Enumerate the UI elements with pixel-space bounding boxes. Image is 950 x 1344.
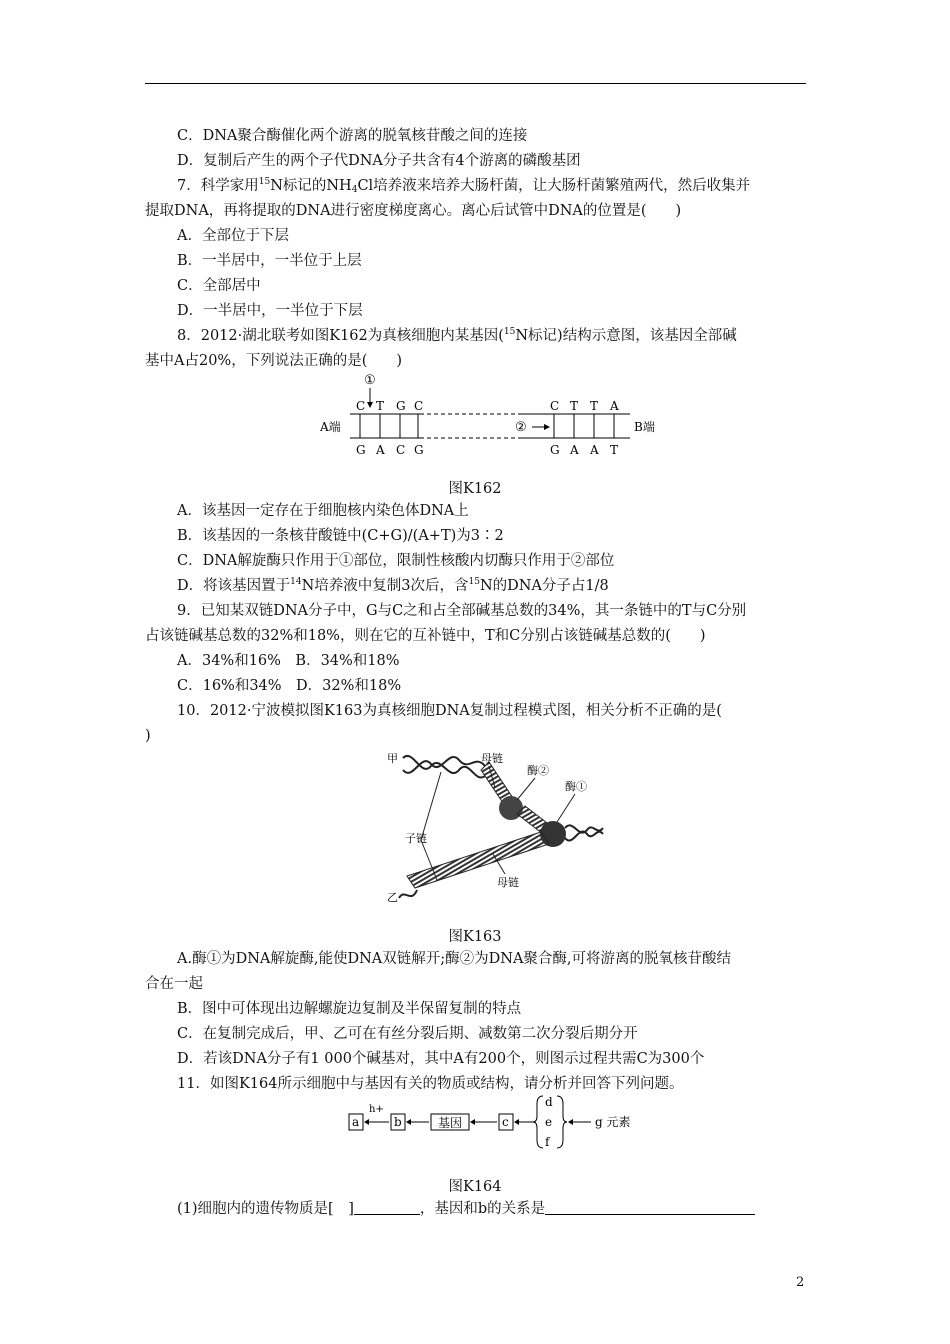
leader-enzyme-1 (557, 794, 575, 822)
label-c: c (502, 1115, 509, 1129)
q7-stem-line2: 提取DNA，再将提取的DNA进行密度梯度离心。离心后试管中DNA的位置是( ) (145, 203, 682, 219)
arrow-g-to-def-head (568, 1119, 573, 1125)
q9-options-ab: A．34%和16% B．34%和18% (177, 653, 400, 669)
helix-top-strand-1 (403, 756, 485, 778)
bottom-right-base: G (550, 443, 560, 457)
bottom-left-base: G (414, 443, 424, 457)
arrow-c-to-gene-head (470, 1119, 475, 1125)
marker-circle-2: ② (515, 420, 527, 435)
q9-stem-line2: 占该链碱基总数的32%和18%，则在它的互补链中，T和C分别占该链碱基总数的( ) (145, 628, 706, 644)
top-right-base: T (590, 399, 599, 413)
q7-option-d: D．一半居中，一半位于下层 (177, 303, 363, 319)
label-f: f (545, 1135, 550, 1149)
q10-option-b: B．图中可体现出边解螺旋边复制及半保留复制的特点 (177, 1001, 522, 1017)
q6-option-c: C．DNA聚合酶催化两个游离的脱氧核苷酸之间的连接 (177, 128, 528, 144)
marker-circle-1: ① (364, 373, 376, 388)
label-e: e (545, 1115, 553, 1129)
q10-stem-line2: ) (145, 728, 151, 744)
arrow-b-to-a-head (364, 1119, 369, 1125)
answer-blank-2[interactable] (545, 1200, 755, 1215)
label-zichain: 子链 (405, 832, 427, 845)
figure-k164 (345, 1092, 645, 1150)
bottom-right-base: A (590, 443, 599, 457)
helix-top-strand-2 (403, 757, 485, 773)
arrow-gene-to-b-head (406, 1119, 411, 1125)
q8-option-c: C．DNA解旋酶只作用于①部位，限制性核酸内切酶只作用于②部位 (177, 553, 615, 569)
bottom-right-base: A (570, 443, 579, 457)
label-muchain-top: 母链 (481, 752, 503, 765)
arrow-2-head (544, 424, 550, 430)
right-brace (557, 1096, 567, 1148)
label-jia: 甲 (387, 752, 398, 765)
top-right-base: T (570, 399, 579, 413)
figure-k162-caption: 图K162 (448, 481, 502, 497)
label-yi: 乙 (387, 891, 398, 904)
top-right-base: A (610, 399, 619, 413)
base-pair-rungs (360, 414, 614, 438)
top-left-base: T (376, 399, 385, 413)
leader-enzyme-2 (517, 778, 535, 800)
end-b-label: B端 (634, 420, 655, 434)
label-g-element: g 元素 (595, 1115, 631, 1129)
label-h: h+ (369, 1104, 384, 1115)
label-a: a (352, 1115, 360, 1129)
q7-stem-line1: 7．科学家用$^{15}$N标记的$NH_4Cl$培养液来培养大肠杆菌，让大肠杆菌繁殖两代，然后收集并 (177, 177, 751, 195)
top-left-base: C (356, 399, 366, 413)
q10-option-d: D．若该DNA分子有1 000个碱基对，其中A有200个，则图示过程共需C为300个 (177, 1051, 705, 1067)
q9-options-cd: C．16%和34% D．32%和18% (177, 678, 402, 694)
top-right-base: C (550, 399, 560, 413)
label-muchain-bottom: 母链 (497, 876, 519, 889)
q8-option-a: A．该基因一定存在于细胞核内染色体DNA上 (177, 503, 469, 519)
answer-blank-1[interactable] (354, 1200, 420, 1215)
end-a-label: A端 (320, 420, 341, 434)
bottom-left-base: C (396, 443, 406, 457)
top-left-base: C (414, 399, 424, 413)
q8-option-b: B．该基因的一条核苷酸链中(C+G)/(A+T)为3∶2 (177, 528, 504, 544)
arrow-def-to-c-head (514, 1119, 519, 1125)
label-d: d (545, 1095, 553, 1109)
label-gene: 基因 (438, 1116, 463, 1130)
q11-stem: 11．如图K164所示细胞中与基因有关的物质或结构，请分析并回答下列问题。 (177, 1076, 684, 1092)
q11-part1: (1)细胞内的遗传物质是[ ] ，基因和b的关系是 (177, 1200, 755, 1218)
figure-k163-caption: 图K163 (448, 929, 502, 945)
q10-option-a-line2: 合在一起 (145, 976, 203, 992)
q10-option-a-line1: A.酶①为DNA解旋酶,能使DNA双链解开;酶②为DNA聚合酶,可将游离的脱氧核苷酸结 (177, 951, 732, 967)
label-enzyme-1: 酶① (565, 780, 587, 793)
label-enzyme-2: 酶② (527, 764, 549, 777)
lower-daughter-duplex (407, 832, 549, 888)
page-number: 2 (796, 1275, 805, 1290)
q8-stem-line2: 基中A占20%，下列说法正确的是( ) (145, 353, 403, 369)
top-left-base: G (396, 399, 406, 413)
figure-k163 (385, 748, 610, 908)
bottom-right-base: T (610, 443, 619, 457)
figure-k164-caption: 图K164 (448, 1179, 502, 1195)
header-rule (145, 83, 806, 84)
q9-stem-line1: 9．已知某双链DNA分子中，G与C之和占全部碱基总数的34%，其一条链中的T与C分别 (177, 603, 747, 619)
q7-option-b: B．一半居中，一半位于上层 (177, 253, 362, 269)
helix-bottom-end (399, 890, 417, 898)
q7-option-c: C．全部居中 (177, 278, 261, 294)
leader-zichain-1 (421, 772, 441, 840)
q10-option-c: C．在复制完成后，甲、乙可在有丝分裂后期、减数第二次分裂后期分开 (177, 1026, 638, 1042)
arrow-1-head (367, 402, 373, 408)
q6-option-d: D．复制后产生的两个子代DNA分子共含有4个游离的磷酸基团 (177, 153, 581, 169)
left-brace (533, 1096, 543, 1148)
q7-option-a: A．全部位于下层 (177, 228, 289, 244)
q8-option-d: D．将该基因置于$^{14}$N培养液中复制3次后，含$^{15}$N的DNA分子占1/8 (177, 577, 609, 594)
bottom-left-base: G (356, 443, 366, 457)
bottom-left-base: A (376, 443, 385, 457)
q8-stem-line1: 8．2012·湖北联考如图K162为真核细胞内某基因($^{15}$N标记)结构示意图，该基因全部碱 (177, 327, 737, 344)
q10-stem-line1: 10．2012·宁波模拟图K163为真核细胞DNA复制过程模式图，相关分析不正确的是( (177, 703, 722, 719)
label-b: b (394, 1115, 402, 1129)
figure-k162 (320, 370, 660, 462)
